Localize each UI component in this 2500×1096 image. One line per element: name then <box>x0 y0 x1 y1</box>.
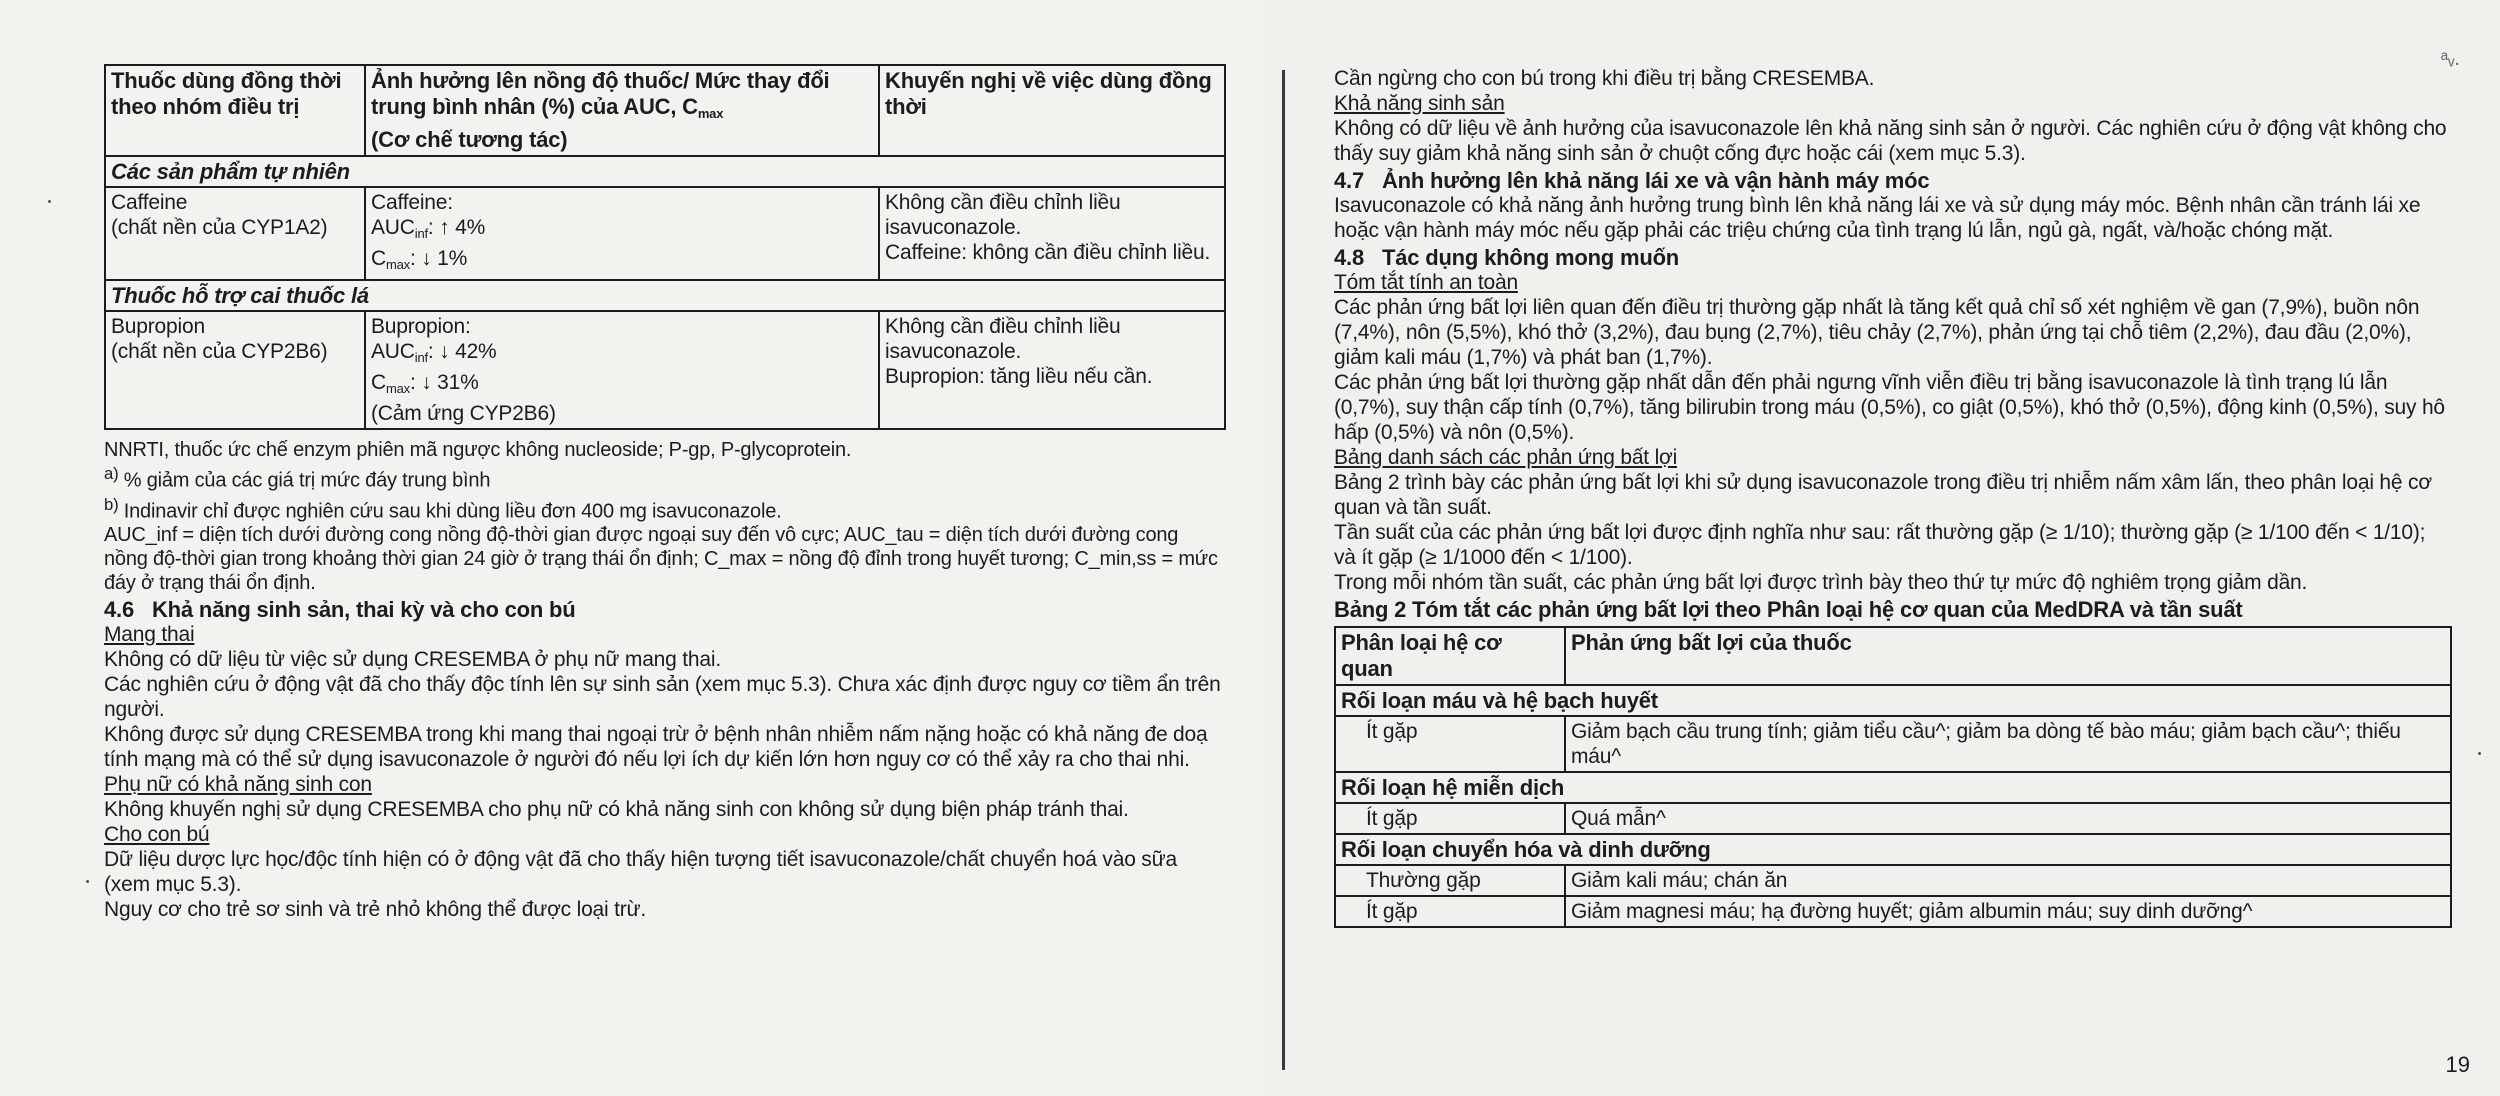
frequency-cell: Thường gặp <box>1335 865 1565 896</box>
paragraph: Không có dữ liệu về ảnh hưởng của isavuconazole lên khả năng sinh sản ở người. Các nghiên cứu ở động vật không cho thấy suy giảm khả năng sinh sản ở chuột cống đực hoặc cái (xem mục 5.3). <box>1334 117 2447 165</box>
paragraph: Các nghiên cứu ở động vật đã cho thấy độc tính lên sự sinh sản (xem mục 5.3). Chưa xác định được nguy cơ tiềm ẩn trên người. <box>104 673 1221 722</box>
header-text: Ảnh hưởng lên nồng độ thuốc/ Mức thay đổi trung bình nhân (%) của AUC, C <box>371 68 830 119</box>
subheading-pregnancy: Mang thai <box>104 623 195 647</box>
subheading-breastfeeding: Cho con bú <box>104 823 210 847</box>
footnote-a: $^{a)}$ % giảm của các giá trị mức đáy trung bình <box>104 464 491 492</box>
header-text: Thuốc dùng đồng thời theo nhóm điều trị <box>111 68 342 119</box>
paragraph: Không được sử dụng CRESEMBA trong khi mang thai ngoại trừ ở bệnh nhân nhiễm nấm nặng hoặc có khả năng đe doạ tính mạng mà có thể sử dụng isavuconazole ở người đó nếu lợi ích dự kiến lớn hơn nguy cơ có thể xảy ra cho thai nhi. <box>104 723 1208 772</box>
table-footnotes <box>104 438 1226 595</box>
subheading-list: Bảng danh sách các phản ứng bất lợi <box>1334 446 1678 469</box>
group-heading: Rối loạn chuyển hóa và dinh dưỡng <box>1335 834 2451 865</box>
footnote-b: $^{b)}$ Indinavir chỉ được nghiên cứu sau khi dùng liều đơn 400 mg isavuconazole. <box>104 494 782 523</box>
frequency-cell: Ít gặp <box>1335 896 1565 927</box>
table-group-row <box>1335 772 2451 803</box>
table-group-row <box>105 280 1225 311</box>
paragraph: Trong mỗi nhóm tần suất, các phản ứng bất lợi được trình bày theo thứ tự mức độ nghiêm trọng giảm dần. <box>1334 571 2308 594</box>
interaction-table <box>104 64 1226 430</box>
right-column <box>1334 66 2452 928</box>
effect-line: $C_{max}$: ↓ 31% <box>371 371 479 396</box>
table-row <box>1335 896 2451 927</box>
effect-mechanism: (Cảm ứng CYP2B6) <box>371 402 556 425</box>
paragraph: Các phản ứng bất lợi liên quan đến điều trị thường gặp nhất là tăng kết quả chỉ số xét nghiệm về gan (7,9%), buồn nôn (7,4%), nôn (5,5%), khó thở (3,2%), đau bụng (2,7%), tiêu chảy (2,7%), phản ứng tại chỗ tiêm (2,2%), đau đầu (2,0%), giảm kali máu (1,7%) và phát ban (1,7%). <box>1334 296 2420 369</box>
recommendation-cell: Không cần điều chỉnh liều isavuconazole. Bupropion: tăng liều nếu cần. <box>879 311 1225 429</box>
table-row <box>105 311 1225 429</box>
paragraph: Isavuconazole có khả năng ảnh hưởng trung bình lên khả năng lái xe và sử dụng máy móc. Bệnh nhân cần tránh lái xe hoặc vận hành máy móc nếu gặp phải các triệu chứng của tình trạng lú lẫn, ngủ gà, ngất, và/hoặc chóng mặt. <box>1334 194 2421 242</box>
subheading-safety: Tóm tắt tính an toàn <box>1334 271 1518 294</box>
frequency-cell: Ít gặp <box>1335 716 1565 772</box>
paragraph: Tần suất của các phản ứng bất lợi được định nghĩa như sau: rất thường gặp (≥ 1/10); thường gặp (≥ 1/100 đến < 1/10); và ít gặp (≥ 1/1000 đến < 1/100). <box>1334 521 2426 569</box>
paragraph: Bảng 2 trình bày các phản ứng bất lợi khi sử dụng isavuconazole trong điều trị nhiễm nấm xâm lấn, theo phân loại hệ cơ quan và tần suất. <box>1334 471 2432 519</box>
frequency-cell: Ít gặp <box>1335 803 1565 834</box>
table2-title: Bảng 2 Tóm tắt các phản ứng bất lợi theo Phân loại hệ cơ quan của MedDRA và tần suất <box>1334 597 2243 622</box>
footnote-auc: AUC_inf = diện tích dưới đường cong nồng độ-thời gian được ngoại suy đến vô cực; AUC_tau = diện tích dưới đường cong nồng độ-thời gian trong khoảng thời gian 24 giờ ở trạng thái ổn định; C_max = nồng độ đỉnh trong huyết tương; C_min,ss = mức đáy ở trạng thái ổn định. <box>104 524 1218 595</box>
table-group-row <box>105 156 1225 187</box>
reaction-cell: Giảm kali máu; chán ăn <box>1565 865 2451 896</box>
scan-speck <box>2478 752 2481 755</box>
group-heading: Rối loạn máu và hệ bạch huyết <box>1335 685 2451 716</box>
drug-note: (chất nền của CYP1A2) <box>111 216 328 239</box>
section-heading-4-6: 4.6 Khả năng sinh sản, thai kỳ và cho con bú <box>104 597 576 623</box>
table-header-row <box>105 65 1225 156</box>
reaction-cell: Giảm magnesi máu; hạ đường huyết; giảm albumin máu; suy dinh dưỡng^ <box>1565 896 2451 927</box>
corner-mark: ᵃᵥ. <box>2440 48 2460 70</box>
effect-title: Caffeine: <box>371 191 453 214</box>
reaction-cell: Quá mẫn^ <box>1565 803 2451 834</box>
reaction-cell: Giảm bạch cầu trung tính; giảm tiểu cầu^; giảm ba dòng tế bào máu; giảm bạch cầu^; thiếu máu^ <box>1565 716 2451 772</box>
page-divider <box>1282 70 1285 1070</box>
section-heading-4-8: 4.8 Tác dụng không mong muốn <box>1334 245 1680 270</box>
effect-line: $C_{max}$: ↓ 1% <box>371 247 468 272</box>
footnote-abbreviations: NNRTI, thuốc ức chế enzym phiên mã ngược không nucleoside; P-gp, P-glycoprotein. <box>104 439 852 461</box>
table-header-row <box>1335 627 2451 685</box>
effect-line: $AUC_{inf}$: ↑ 4% <box>371 216 486 241</box>
drug-name: Caffeine <box>111 191 188 214</box>
effect-line: $AUC_{inf}$: ↓ 42% <box>371 340 497 365</box>
scan-speck <box>86 880 89 883</box>
drug-note: (chất nền của CYP2B6) <box>111 340 328 363</box>
effect-title: Bupropion: <box>371 315 471 338</box>
table-group-row <box>1335 834 2451 865</box>
scan-speck <box>48 200 51 203</box>
group-heading: Thuốc hỗ trợ cai thuốc lá <box>105 280 1225 311</box>
drug-name: Bupropion <box>111 315 205 338</box>
page-number: 19 <box>2445 1052 2470 1077</box>
left-column <box>104 64 1226 922</box>
table-header-cell: Phân loại hệ cơ quan <box>1335 627 1565 685</box>
header-subscript: max <box>697 106 724 121</box>
table-header-cell: Phản ứng bất lợi của thuốc <box>1565 627 2451 685</box>
paragraph: Cần ngừng cho con bú trong khi điều trị bằng CRESEMBA. <box>1334 67 1875 90</box>
table-row <box>1335 803 2451 834</box>
group-heading: Rối loạn hệ miễn dịch <box>1335 772 2451 803</box>
header-text: (Cơ chế tương tác) <box>371 127 568 152</box>
subheading-fertility: Khả năng sinh sản <box>1334 92 1505 115</box>
paragraph: Không có dữ liệu từ việc sử dụng CRESEMBA ở phụ nữ mang thai. <box>104 648 721 672</box>
table-group-row <box>1335 685 2451 716</box>
table-row <box>105 187 1225 280</box>
header-text: Khuyến nghị về việc dùng đồng thời <box>885 68 1212 119</box>
adverse-reactions-table <box>1334 626 2452 928</box>
paragraph: Không khuyến nghị sử dụng CRESEMBA cho phụ nữ có khả năng sinh con không sử dụng biện pháp tránh thai. <box>104 798 1129 822</box>
drug-cell <box>105 187 365 280</box>
paragraph: Dữ liệu dược lực học/độc tính hiện có ở động vật đã cho thấy hiện tượng tiết isavuconazole/chất chuyển hoá vào sữa (xem mục 5.3). <box>104 848 1177 897</box>
table-row <box>1335 716 2451 772</box>
recommendation-cell: Không cần điều chỉnh liều isavuconazole. Caffeine: không cần điều chỉnh liều. <box>879 187 1225 280</box>
group-heading: Các sản phẩm tự nhiên <box>105 156 1225 187</box>
effect-cell <box>365 187 879 280</box>
paragraph: Nguy cơ cho trẻ sơ sinh và trẻ nhỏ không thể được loại trừ. <box>104 898 647 922</box>
subheading-women: Phụ nữ có khả năng sinh con <box>104 773 372 797</box>
table-row <box>1335 865 2451 896</box>
effect-cell <box>365 311 879 429</box>
table-header-cell <box>879 65 1225 156</box>
section-heading-4-7: 4.7 Ảnh hưởng lên khả năng lái xe và vận hành máy móc <box>1334 168 1930 193</box>
table-header-cell <box>365 65 879 156</box>
table-header-cell <box>105 65 365 156</box>
drug-cell <box>105 311 365 429</box>
paragraph: Các phản ứng bất lợi thường gặp nhất dẫn đến phải ngưng vĩnh viễn điều trị bằng isavuconazole là tình trạng lú lẫn (0,7%), suy thận cấp tính (0,7%), tăng bilirubin trong máu (0,5%), co giật (0,5%), khó thở (0,5%), động kinh (0,5%), suy hô hấp (0,5%) và nôn (0,5%). <box>1334 371 2445 444</box>
